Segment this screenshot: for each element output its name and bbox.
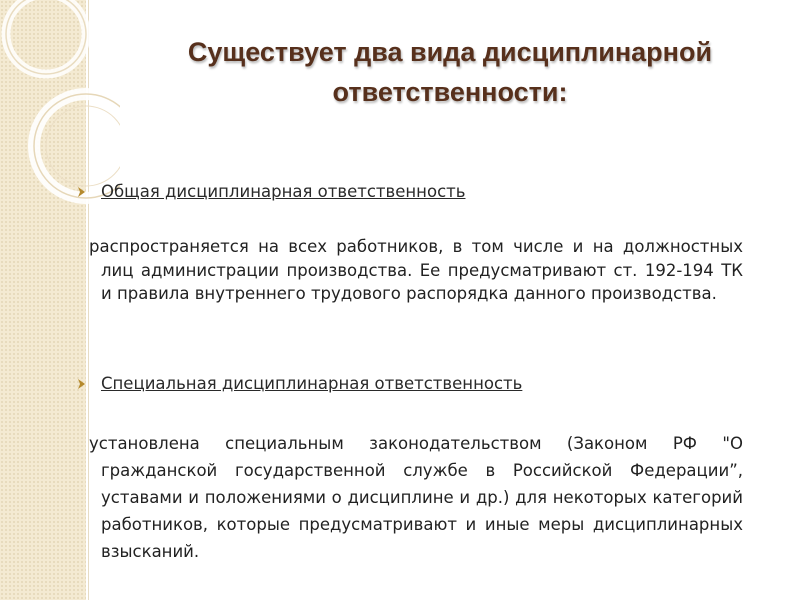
circle-ornament-icon: [0, 0, 120, 210]
section-text-general: распространяется на всех работников, в том числе и на должностных лиц администрации производства. Ее предусматривают ст. 192-194 ТК и правила внутреннего трудового распорядка данного производства.: [89, 237, 743, 303]
slide-title: [120, 32, 780, 112]
title-line-1: Существует два вида дисциплинарной: [187, 37, 713, 67]
section-heading-special: Специальная дисциплинарная ответственность: [101, 374, 523, 393]
arrow-bullet-icon: [74, 376, 90, 392]
section-text-special: установлена специальным законодательством (Законом РФ "О гражданской государственной службе в Российской Федерации”, уставами и положениями о дисциплине и др.) для некоторых категорий работников, которые предусматривают и иные меры дисциплинарных взысканий.: [89, 434, 743, 561]
title-line-2: ответственности:: [332, 77, 568, 107]
arrow-bullet-icon: [74, 184, 90, 200]
section-heading-general: Общая дисциплинарная ответственность: [101, 182, 466, 201]
